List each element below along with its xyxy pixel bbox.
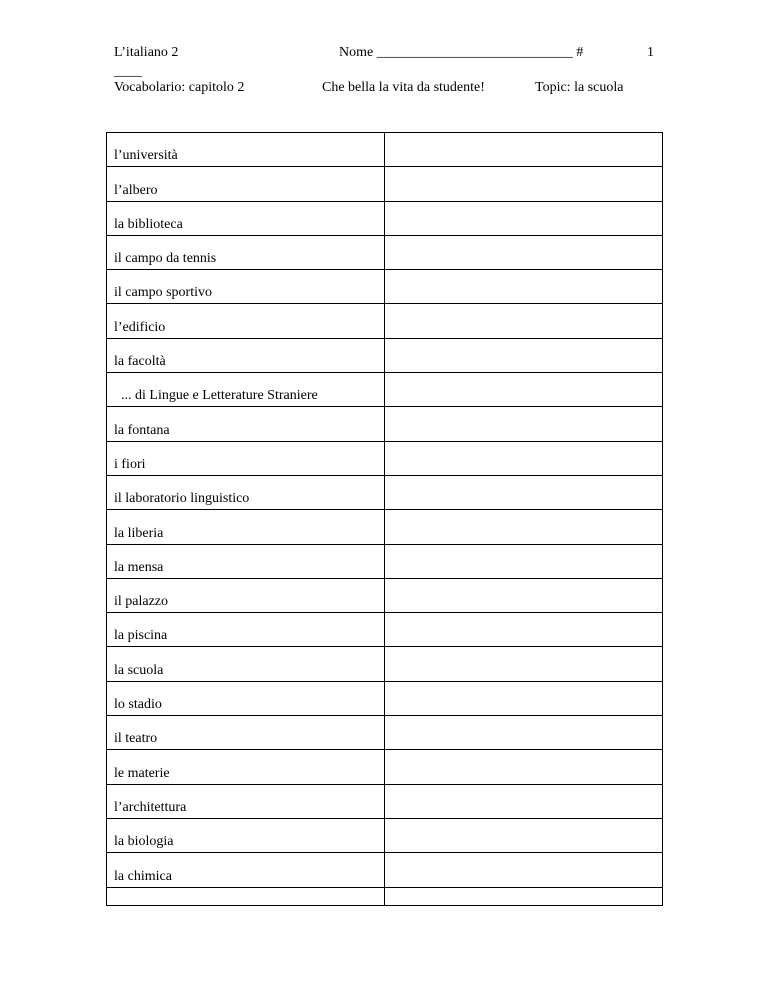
course-title: L’italiano 2 [114, 45, 179, 60]
translation-cell[interactable] [385, 475, 663, 509]
translation-cell[interactable] [385, 681, 663, 715]
translation-cell[interactable] [385, 853, 663, 887]
table-row [107, 338, 663, 372]
table-row [107, 578, 663, 612]
table-row [107, 475, 663, 509]
blank-line: ____ [114, 64, 142, 79]
vocab-term: la chimica [107, 853, 385, 887]
vocab-term: ... di Lingue e Letterature Straniere [107, 373, 385, 407]
vocab-title: Vocabolario: capitolo 2 [114, 80, 245, 95]
vocab-table [106, 132, 663, 906]
topic-label: Topic: la scuola [535, 80, 624, 95]
table-row [107, 750, 663, 784]
vocab-term: la fontana [107, 407, 385, 441]
translation-cell[interactable] [385, 373, 663, 407]
table-row [107, 681, 663, 715]
table-row [107, 647, 663, 681]
translation-cell[interactable] [385, 750, 663, 784]
table-row [107, 818, 663, 852]
chapter-subtitle: Che bella la vita da studente! [322, 80, 485, 95]
name-field: Nome ____________________________ # [339, 45, 584, 60]
vocab-term: l’albero [107, 167, 385, 201]
vocab-term: la facoltà [107, 338, 385, 372]
table-row [107, 510, 663, 544]
translation-cell[interactable] [385, 647, 663, 681]
table-row [107, 304, 663, 338]
vocab-term: il palazzo [107, 578, 385, 612]
translation-cell[interactable] [385, 441, 663, 475]
vocab-term: l’edificio [107, 304, 385, 338]
vocab-term: la liberia [107, 510, 385, 544]
table-row [107, 853, 663, 887]
vocab-term: la biologia [107, 818, 385, 852]
vocab-term: la mensa [107, 544, 385, 578]
translation-cell[interactable] [385, 818, 663, 852]
vocab-term: la biblioteca [107, 201, 385, 235]
translation-cell[interactable] [385, 133, 663, 167]
vocab-term: la scuola [107, 647, 385, 681]
table-row [107, 373, 663, 407]
table-row [107, 235, 663, 269]
vocab-term: il campo sportivo [107, 270, 385, 304]
table-row [107, 441, 663, 475]
table-row [107, 716, 663, 750]
translation-cell[interactable] [385, 887, 663, 905]
translation-cell[interactable] [385, 544, 663, 578]
vocab-term: la piscina [107, 613, 385, 647]
translation-cell[interactable] [385, 613, 663, 647]
translation-cell[interactable] [385, 201, 663, 235]
translation-cell[interactable] [385, 270, 663, 304]
table-row [107, 201, 663, 235]
vocab-term: il teatro [107, 716, 385, 750]
table-row [107, 784, 663, 818]
translation-cell[interactable] [385, 338, 663, 372]
translation-cell[interactable] [385, 784, 663, 818]
vocab-term: lo stadio [107, 681, 385, 715]
table-row [107, 270, 663, 304]
table-row [107, 613, 663, 647]
vocab-term: l’università [107, 133, 385, 167]
translation-cell[interactable] [385, 716, 663, 750]
translation-cell[interactable] [385, 510, 663, 544]
vocab-term: il laboratorio linguistico [107, 475, 385, 509]
translation-cell[interactable] [385, 407, 663, 441]
translation-cell[interactable] [385, 235, 663, 269]
empty-term-cell[interactable] [107, 887, 385, 905]
page-number: 1 [647, 45, 654, 60]
table-row [107, 167, 663, 201]
translation-cell[interactable] [385, 167, 663, 201]
table-row [107, 407, 663, 441]
vocab-term: i fiori [107, 441, 385, 475]
vocab-term: le materie [107, 750, 385, 784]
translation-cell[interactable] [385, 578, 663, 612]
table-row [107, 133, 663, 167]
table-row-empty [107, 887, 663, 905]
table-row [107, 544, 663, 578]
vocab-term: il campo da tennis [107, 235, 385, 269]
vocab-term: l’architettura [107, 784, 385, 818]
translation-cell[interactable] [385, 304, 663, 338]
